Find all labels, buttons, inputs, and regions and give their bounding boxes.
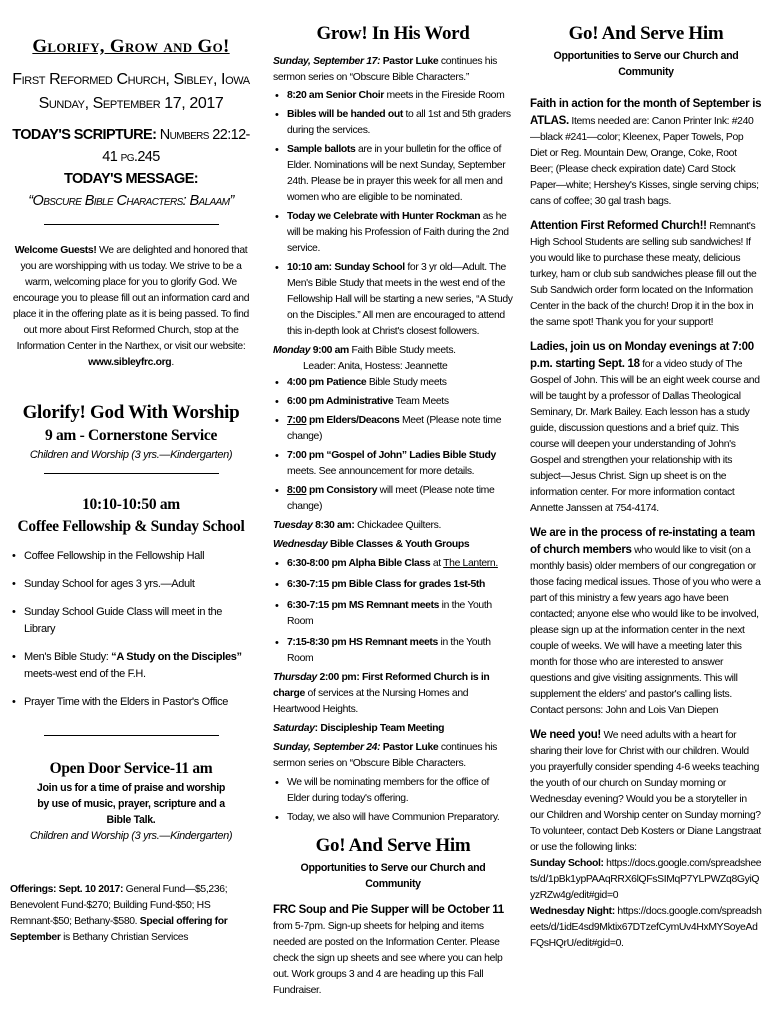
wednesday-night-link-line [530, 904, 762, 952]
sunday-school-link[interactable]: https://docs.google.com/spreadsheets/d/1pBk1ypPAAqRRX6lQFsSIMqP7YLPWZq8GyiQyzRZw4g/edit#gid=0 [530, 858, 762, 901]
column-right [530, 22, 762, 952]
grow-title: Grow! In His Word [316, 23, 470, 44]
item-text: will meet (Please note time change) [287, 485, 495, 512]
sunday-24-text: continues his sermon series on “Obscure Bible Characters. [273, 742, 497, 769]
item-bold: Bibles will be handed out [287, 109, 403, 120]
faith-title: Faith in action for the month of September is ATLAS. [530, 98, 762, 127]
need-text: We need adults with a heart for sharing their love for Christ with our children. Would you prayerfully consider spending 4-6 weeks teaching the youth of our church on Sunday morning or Wednesday evening? Would you be a storyteller in our Children and Worship center on Sunday morning? To volunteer, contact Deb Kosters or Diane Langstraat or use the following links: [530, 730, 761, 853]
item-underlined: 7:00 [287, 415, 307, 426]
monday-label: Monday [273, 345, 311, 356]
item-bold: pm Consistory [306, 485, 378, 496]
website-link[interactable]: www.sibleyfrc.org [88, 357, 172, 368]
faith-text: Items needed are: Canon Printer Ink: #240—black #241—color; Kleenex, Paper Towels, Pop Diet or Reg. Mountain Dew, Orange, Coke, Root Beer; (Please check expiration date) Card Stock Paper—white; Hershey's Kisses, single serving chips; cans of coffee; 30 gal trash bags. [530, 116, 759, 207]
item-bold: 10:10 am: Sunday School [287, 262, 405, 273]
sunday-17-label: Sunday, September 17: [273, 56, 381, 67]
serve-subtitle: Opportunities to Serve our Church and Community [553, 50, 739, 78]
list-item [273, 413, 513, 445]
ladies-title: Ladies, join us on Monday evenings at 7:00 p.m. starting Sept. 18 [530, 341, 754, 370]
column-left [10, 22, 252, 946]
attention-subs [530, 218, 762, 331]
list-item [273, 448, 513, 480]
frc-supper-text: from 5-7pm. Sign-up sheets for helping and items needed are posted on the Information Center. Please check the sign up sheets and see where you can help out. Work groups 3 and 4 are heading up this Fall Fundraiser. [273, 921, 503, 996]
visiting-team [530, 525, 762, 719]
special-offering-text: is Bethany Christian Services [60, 932, 189, 943]
item-text: to all 1st and 5th graders during the services. [287, 109, 511, 136]
wednesday-label: Wednesday [273, 539, 328, 550]
item-bold: 6:00 pm Administrative [287, 396, 394, 407]
sunday-17-pastor: Pastor Luke [380, 56, 439, 67]
mens-post: meets-west end of the F.H. [24, 668, 146, 680]
item-text: Team Meets [393, 396, 449, 407]
attention-text: Remnant's High School Students are selling sub sandwiches! If you would like to purchase these meaty, delicious turkey, ham or club sub sandwiches please fill out the Sub Sandwich order form located on the Information Center in the back of the church! Drop it in the box in the same spot! Thank you for your support! [530, 221, 757, 328]
list-item: • Coffee Fellowship in the Fellowship Hall [10, 548, 252, 565]
church-name: First Reformed Church, Sibley, Iowa [12, 71, 250, 88]
we-need-you [530, 727, 762, 856]
sunday-24-label: Sunday, September 24: [273, 742, 381, 753]
list-item [273, 635, 513, 667]
item-text: meets in the Fireside Room [383, 90, 505, 101]
list-item [273, 598, 513, 630]
monday-line [273, 343, 513, 359]
list-item: • Sunday School Guide Class will meet in the Library [10, 604, 252, 638]
list-item [273, 483, 513, 515]
tuesday-label: Tuesday [273, 520, 313, 531]
opendoor-children: Children and Worship (3 yrs.—Kindergarten) [29, 830, 233, 842]
attention-title: Attention First Reformed Church!! [530, 220, 707, 232]
item-text: are in your bulletin for the office of Elder. Nominations will be next Sunday, September 24th. Please be in prayer this week for all men and women who are eligible to be nominated. [287, 144, 506, 203]
item-bold: Today we Celebrate with Hunter Rockman [287, 211, 481, 222]
list-item: • Sunday School for ages 3 yrs.—Adult [10, 576, 252, 593]
wednesday-list [273, 556, 513, 667]
sunday-17-text: continues his sermon series on “Obscure Bible Characters.” [273, 56, 497, 83]
monday-list [273, 375, 513, 515]
message-title: “Obscure Bible Characters: Balaam” [28, 193, 234, 209]
list-item [273, 375, 513, 391]
need-title: We need you! [530, 729, 601, 741]
item-text: in the Youth Room [287, 637, 491, 664]
list-item [273, 577, 513, 593]
list-item [10, 649, 252, 683]
welcome-heading: Welcome Guests! [14, 245, 97, 256]
item-bold: 4:00 pm Patience [287, 377, 367, 388]
worship-children: Children and Worship (3 yrs.—Kindergarten) [29, 449, 233, 461]
list-item [273, 107, 513, 139]
mens-pre: Men's Bible Study: [24, 651, 112, 663]
frc-supper [273, 902, 513, 999]
thursday-label: Thursday [273, 672, 317, 683]
list-item [273, 142, 513, 206]
wednesday-line [273, 537, 513, 553]
thursday-line [273, 670, 513, 718]
monday-text: Faith Bible Study meets. [348, 345, 456, 356]
worship-title: Glorify! God With Worship [22, 402, 240, 423]
item-text: in the Youth Room [287, 600, 492, 627]
item-text: at [430, 558, 444, 569]
sunday-school-link-line [530, 856, 762, 904]
mens-study-title: “A Study on the Disciples” [111, 651, 242, 663]
thursday-text: of services at the Nursing Homes and Heartwood Heights. [273, 688, 469, 715]
item-text: Bible Study meets [366, 377, 447, 388]
welcome-end: . [171, 357, 174, 368]
item-bold: Sample ballots [287, 144, 356, 155]
item-bold: 6:30-7:15 pm MS Remnant meets [287, 600, 440, 611]
list-item [273, 209, 513, 257]
ladies-text: for a video study of The Gospel of John. This will be an eight week course and will be taught by a professor of Dallas Theological Seminary, Dr. Mark Bailey. Each lesson has a study guide, discussion questions and a brief quiz. This course will deepen your understanding of John's Gospel and strengthen your relationship with its subject—Jesus Christ. Sign up sheet is on the information center. For more information contact Annette Janssen at 754-4174. [530, 359, 760, 514]
item-text: as he will be making his Profession of Faith during the 2nd service. [287, 211, 509, 254]
sunday-24-pastor: Pastor Luke [380, 742, 439, 753]
frc-supper-title: FRC Soup and Pie Supper will be October 11 [273, 904, 504, 916]
scripture-line [10, 124, 252, 168]
offerings-label: Offerings: Sept. 10 2017: [10, 884, 124, 895]
saturday-line [273, 721, 513, 737]
wednesday-night-link[interactable]: https://docs.google.com/spreadsheets/d/1idE4sd9Mktix67DTzefCymUv4HxMYSoyeAdFQsHQrU/edit#gid=0. [530, 906, 762, 949]
sunday-24-intro [273, 740, 513, 772]
saturday-label: Saturday [273, 723, 315, 734]
list-item [273, 88, 513, 104]
wednesday-night-label: Wednesday Night: [530, 906, 615, 917]
item-bold: 8:20 am Senior Choir [287, 90, 384, 101]
ladies-study [530, 339, 762, 517]
item-bold: 6:30-8:00 pm Alpha Bible Class [287, 558, 431, 569]
faith-in-action [530, 96, 762, 210]
coffee-title: Coffee Fellowship & Sunday School [17, 518, 245, 535]
worship-service: 9 am - Cornerstone Service [44, 427, 218, 444]
team-title: We are in the process of re-instating a team of church members [530, 527, 755, 556]
list-item [273, 394, 513, 410]
saturday-text: : Discipleship Team Meeting [314, 723, 445, 734]
go-subtitle: Opportunities to Serve our Church and Community [300, 862, 486, 890]
coffee-list [10, 548, 252, 711]
team-text: who would like to visit (on a monthly basis) older members of our congregation or those facing medical issues. Those of you who were a part of this ministry a few years ago have been contacted; anyone else who would like to be involved, please sign up at the information center in the next couple of weeks. We will have a meeting later this month for those who are interested to answer questions and give visiting assignments. This will supplement the elders' and pastor's calling lists. Contact persons: John and Lois Van Diepen [530, 545, 761, 716]
sunday-24-list [273, 775, 513, 826]
welcome-text: We are delighted and honored that you are worshipping with us today. We strive to be a warm, welcoming place for you to glorify God. We encourage you to please fill out an information card and place it in the offering plate as it is being passed. To find out more about First Reformed Church, stop at the Information Center in the Narthex, or visit our website: [12, 245, 250, 352]
sunday-17-intro [273, 54, 513, 86]
item-bold: 7:00 pm “Gospel of John” Ladies Bible Study [287, 450, 496, 461]
list-item [273, 556, 513, 572]
list-item: • We will be nominating members for the office of Elder during today's offering. [273, 775, 513, 807]
item-bold: 6:30-7:15 pm Bible Class for grades 1st-5th [287, 579, 486, 590]
column-middle [273, 22, 513, 999]
scripture-ref: Numbers 22:12-41 pg.245 [102, 127, 250, 165]
item-underlined: 8:00 [287, 485, 307, 496]
coffee-time: 10:10-10:50 am [82, 496, 180, 513]
monday-leader: Leader: Anita, Hostess: Jeannette [303, 361, 448, 372]
opendoor-sub: Join us for a time of praise and worship by use of music, prayer, scripture and a Bible Talk. [36, 782, 226, 826]
scripture-label: TODAY'S SCRIPTURE: [12, 127, 157, 143]
item-underlined: The Lantern. [443, 558, 498, 569]
list-item: • Today, we also will have Communion Preparatory. [273, 810, 513, 826]
bulletin-title: Glorify, Grow and Go! [32, 36, 230, 57]
tuesday-time: 8:30 am: [312, 520, 355, 531]
opendoor-title: Open Door Service-11 am [49, 760, 213, 777]
item-text: Meet (Please note time change) [287, 415, 502, 442]
list-item: • Prayer Time with the Elders in Pastor's Office [10, 694, 252, 711]
item-text: for 3 yr old—Adult. The Men's Bible Study that meets in the west end of the Fellowship Hall will be starting a new series, “A Study on the Disciples.” All men are encouraged to attend this in-depth look at Christ's closest followers. [287, 262, 513, 337]
list-item [273, 260, 513, 340]
tuesday-line [273, 518, 513, 534]
serve-title: Go! And Serve Him [568, 23, 724, 44]
wednesday-text: Bible Classes & Youth Groups [327, 539, 470, 550]
tuesday-text: Chickadee Quilters. [354, 520, 441, 531]
sunday-17-list [273, 88, 513, 340]
item-bold: pm Elders/Deacons [306, 415, 400, 426]
offerings [10, 882, 252, 946]
item-text: meets. See announcement for more details. [287, 466, 475, 477]
thursday-bold: 2:00 pm: First Reformed Church is in charge [273, 672, 490, 699]
sunday-school-label: Sunday School: [530, 858, 604, 869]
welcome-paragraph [10, 243, 252, 371]
go-title: Go! And Serve Him [315, 835, 471, 856]
item-bold: 7:15-8:30 pm HS Remnant meets [287, 637, 438, 648]
message-label: TODAY'S MESSAGE: [63, 171, 199, 187]
offerings-text: General Fund—$5,236; Benevolent Fund-$270; Building Fund-$50; HS Remnant-$50; Bethany-$580. [10, 884, 228, 927]
monday-time: 9:00 am [310, 345, 349, 356]
special-offering-label: Special offering for September [10, 916, 228, 943]
bulletin-date: Sunday, September 17, 2017 [38, 95, 224, 112]
